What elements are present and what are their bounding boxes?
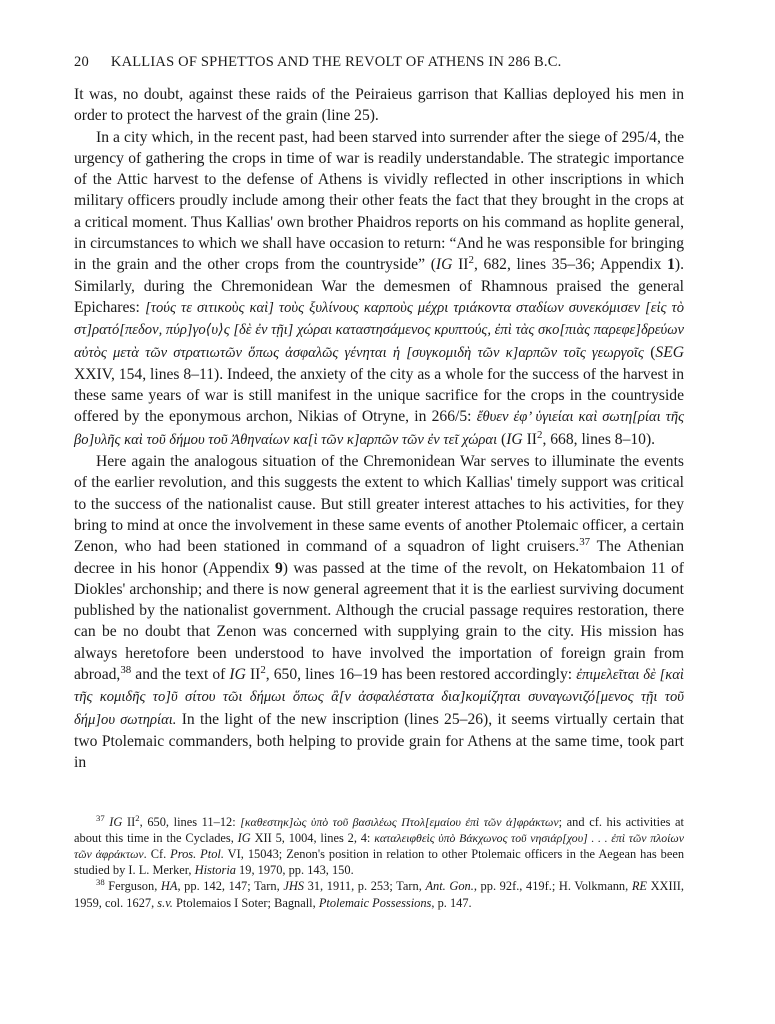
text-run: , 668, lines 8–10). — [542, 430, 656, 448]
paragraph-1 — [74, 84, 684, 127]
text-run: II — [452, 256, 469, 274]
text-run: In the light of the new inscription (lines 25–26), it seems virtually certain that two Ptolemaic commanders, both helping to provide grain for Athens at the same time, took part in — [74, 710, 684, 772]
text-run: , 682, lines 35–36; Appendix — [473, 256, 668, 274]
text-run: , pp. 92f., 419f.; H. Volkmann, — [473, 879, 632, 894]
text-run: II — [122, 814, 136, 829]
footnote-37 — [74, 814, 684, 879]
text-run: . Cf. — [143, 846, 171, 861]
footnote-ref-37[interactable]: 37 — [579, 536, 591, 549]
citation-abbrev: IG — [237, 830, 251, 845]
text-run: XXIV, 154, lines 8–11). Indeed, the anxiety of the city as a whole for the success of the harvest in these same years of war is still manifest in the unique sacrifice for the crops in the countryside offered by the eponymous archon, Nikias of Otryne, in 266/5: — [74, 365, 684, 426]
footnote-number: 38 — [96, 877, 105, 888]
citation-abbrev: IG — [229, 666, 246, 684]
running-head — [74, 54, 684, 71]
text-run: In a city which, in the recent past, had been starved into surrender after the siege of 295/4, the urgency of gathering the crops in time of war is readily understandable. The strategic importance of the Attic harvest to the defense of Athens is vividly reflected in other inscriptions in which military officers proudly include among their other feats the fact that they brought in the crops at a critical moment. Thus Kallias' own brother Phaidros reports on his command as hoplite general, in circumstances to which we shall have occasion to return: “And he was responsible for bringing in the grain and the other crops from the countryside” ( — [74, 128, 684, 274]
text-run: , p. 147. — [431, 895, 472, 910]
text-run: II — [522, 430, 537, 448]
text-run: ( — [497, 430, 507, 448]
page — [74, 54, 684, 911]
greek-quote: ἐπιμελεῖται δὲ [καὶ τῆς κομιδῆς το]ῦ σίτου τῶι δήμωι ὅπως ἂ[ν ἀσφαλέστατα δια]κομίζηται συναγωνιζό[μενος τῇι τοῦ δήμ]ου σωτηρίαι. — [74, 667, 684, 728]
paragraph-3 — [74, 451, 684, 773]
footnotes — [74, 814, 684, 911]
text-run: 19, 1970, pp. 143, 150. — [235, 863, 354, 878]
citation-abbrev: SEG — [655, 343, 684, 361]
text-run: , pp. 142, 147; Tarn, — [177, 879, 284, 894]
citation-abbrev: IG — [435, 256, 453, 274]
appendix-ref: 1 — [667, 256, 675, 274]
greek-quote: [τούς τε σιτικοὺς καὶ] τοὺς ξυλίνους καρποὺς μέχρι τριάκοντα σταδίων συνεκόμισεν [εἰς τὸ στ]ρατό[πεδον, πύρ]γο⟨υ⟩ς [δὲ ἐν τῇι] χώραι καταστησάμενος κρυπτούς, ἐπὶ τὰς σκο[πιὰς παρεφε]δρεύων αὐτὸς μετὰ τῶν στρατιωτῶν ὅπως ἀσφαλῶς γένηται ἡ [συγκομιδὴ τῶν κ]αρπῶν τοῖς γεωργοῖς — [74, 299, 684, 361]
citation-title: Ptolemaic Possessions — [318, 895, 432, 910]
greek-quote: καταλειφθεὶς ὑπὸ Βάκχωνος τοῦ νησιάρ[χου] . . . ἐπὶ τῶν πλοίων τῶν ἀφράκτων — [74, 830, 684, 861]
footnote-ref-38[interactable]: 38 — [120, 664, 132, 677]
text-run: Ptolemaios I Soter; Bagnall, — [172, 895, 319, 910]
text-run: II — [245, 666, 261, 684]
body-text — [74, 84, 684, 774]
running-title: KALLIAS OF SPHETTOS AND THE REVOLT OF ATHENS IN 286 B.C. — [110, 54, 562, 70]
citation-abbrev: Ant. Gon. — [425, 879, 474, 894]
greek-quote: ἔθυεν ἐφ’ ὑγιείαι καὶ σωτη[ρίαι τῆς βο]υλῆς καὶ τοῦ δήμου τοῦ Ἀθηναίων κα[ὶ τῶν κ]αρπῶν τῶν ἐν τεῖ χώραι — [74, 409, 684, 448]
text-run: Ferguson, — [104, 879, 161, 894]
appendix-ref: 9 — [274, 559, 283, 577]
text-run: VI, 15043; Zenon's position in relation to other Ptolemaic officers in the Aegean has been studied by I. L. Merker, — [74, 846, 685, 878]
greek-quote: [καθεστηκ]ὼς ὑπὸ τοῦ βασιλέως Πτολ[εμαίου ἐπὶ τῶν ἀ]φράκτων — [240, 814, 559, 829]
superscript: 2 — [135, 812, 140, 823]
text-run: ) was passed at the time of the revolt, on Hekatombaion 11 of Diokles' archonship; and there is now general agreement that it is the earliest surviving document published by the nationalist government. Although the crucial passage requires restoration, there can be no doubt that Zenon was concerned with supplying grain to the city. His mission has always heretofore been understood to have involved the importation of foreign grain from abroad, — [74, 559, 684, 684]
text-run: , 650, lines 11–12: — [139, 814, 241, 829]
footnote-number: 37 — [96, 812, 105, 823]
text-run: ( — [643, 343, 656, 361]
citation-abbrev: RE — [631, 879, 647, 894]
citation-abbrev: JHS — [283, 879, 304, 894]
text-run: ). Similarly, during the Chremonidean War the demesmen of Rhamnous praised the general Epichares: — [74, 256, 684, 316]
citation-title: Historia — [194, 863, 236, 878]
citation-abbrev: Pros. Ptol. — [170, 846, 224, 861]
footnote-38 — [74, 878, 684, 910]
text-run: , 650, lines 16–19 has been restored accordingly: — [265, 666, 577, 684]
superscript: 2 — [537, 428, 543, 441]
paragraph-2 — [74, 127, 684, 451]
text-run: It was, no doubt, against these raids of the Peiraieus garrison that Kallias deployed his men in order to protect the harvest of the grain (line 25). — [74, 86, 684, 125]
citation-abbrev: HA — [160, 879, 178, 894]
text-run: XII 5, 1004, lines 2, 4: — [250, 830, 375, 845]
text-run: XXIII, 1959, col. 1627, — [74, 879, 684, 910]
citation-abbrev: IG — [109, 814, 123, 829]
superscript: 2 — [468, 254, 474, 267]
text-run: 31, 1911, p. 253; Tarn, — [303, 879, 426, 894]
text-run: ; and cf. his activities at about this time in the Cyclades, — [74, 814, 684, 845]
text-run: The Athenian decree in his honor (Appendix — [74, 538, 685, 577]
text-run: Here again the analogous situation of the Chremonidean War serves to illuminate the events of the earlier revolution, and this suggests the extent to which Kallias' timely support was critical to the success of the nationalist cause. But still greater interest attaches to his activities, for they bring to mind at once the involvement in these same events of another Ptolemaic officer, a certain Zenon, who had been stationed in command of a squadron of light cruisers. — [74, 453, 684, 556]
superscript: 2 — [260, 664, 266, 677]
citation-abbrev: s.v. — [157, 895, 173, 910]
text-run: and the text of — [131, 666, 230, 684]
citation-abbrev: IG — [506, 430, 523, 448]
page-number: 20 — [74, 54, 89, 70]
